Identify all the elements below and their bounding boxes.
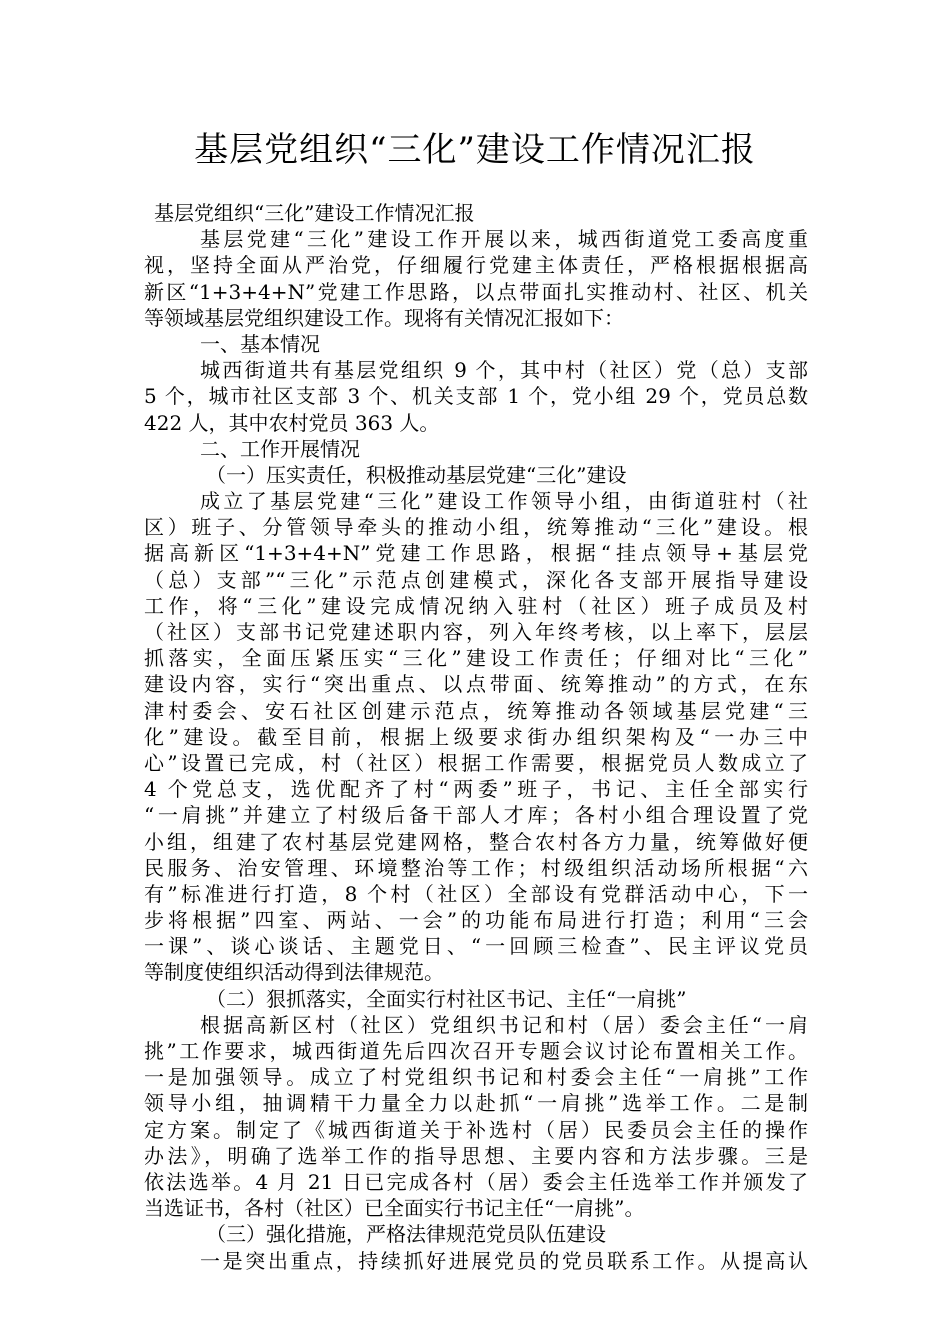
text-line: 新区“1+3+4+N”党建工作思路，以点带面扎实推动村、社区、机关: [144, 279, 808, 304]
text-line: 化”建设。截至目前，根据上级要求街办组织架构及“一办三中: [144, 724, 808, 749]
text-line: 5 个，城市社区支部 3 个、机关支部 1 个，党小组 29 个，党员总数: [144, 384, 808, 409]
text-line: 根据高新区村（社区）党组织书记和村（居）委会主任“一肩: [200, 1012, 808, 1037]
text-line: （社区）支部书记党建述职内容，列入年终考核，以上率下，层层: [144, 620, 808, 644]
text-line: 心”设置已完成，村（社区）根据工作需要，根据党员人数成立了: [144, 750, 808, 775]
text-line: 办法》，明确了选举工作的指导思想、主要内容和方法步骤。三是: [144, 1143, 808, 1168]
text-line: 一、基本情况: [200, 331, 320, 356]
text-line: 步将根据”四室、两站、一会”的功能布局进行打造；利用“三会: [144, 908, 808, 933]
text-line: 有”标准进行打造，8 个村（社区）全部设有党群活动中心，下一: [144, 881, 808, 906]
text-line: （一）压实责任，积极推动基层党建“三化”建设: [206, 462, 627, 487]
text-line: 基层党建“三化”建设工作开展以来，城西街道党工委高度重: [200, 227, 808, 252]
text-line: 依法选举。4 月 21 日已完成各村（居）委会主任选举工作并颁发了: [144, 1169, 808, 1194]
text-line: 等领域基层党组织建设工作。现将有关情况汇报如下：: [144, 305, 624, 330]
text-line: 成立了基层党建“三化”建设工作领导小组，由街道驻村（社: [200, 489, 808, 514]
text-line: 当选证书，各村（社区）已全面实行书记主任“一肩挑”。: [144, 1196, 645, 1221]
text-line: 基层党组织“三化”建设工作情况汇报: [154, 201, 475, 225]
text-line: 民服务、治安管理、环境整治等工作；村级组织活动场所根据“六: [144, 855, 808, 880]
text-line: 工作，将“三化”建设完成情况纳入驻村（社区）班子成员及村: [144, 593, 808, 618]
text-line: （二）狠抓落实，全面实行村社区书记、主任“一肩挑”: [206, 986, 687, 1011]
text-line: （三）强化措施，严格法律规范党员队伍建设: [206, 1222, 606, 1247]
text-line: 4 个党总支，选优配齐了村“两委”班子，书记、主任全部实行: [144, 777, 808, 802]
text-line: 区）班子、分管领导牵头的推动小组，统筹推动“三化”建设。根: [144, 515, 808, 540]
text-line: 一是突出重点，持续抓好进展党员的党员联系工作。从提高认: [200, 1248, 808, 1273]
text-line: “一肩挑”并建立了村级后备干部人才库；各村小组合理设置了党: [144, 803, 808, 828]
text-line: 领导小组，抽调精干力量全力以赴抓“一肩挑”选举工作。二是制: [144, 1091, 808, 1116]
text-line: 一是加强领导。成立了村党组织书记和村委会主任“一肩挑”工作: [144, 1065, 808, 1090]
text-line: 一课”、谈心谈话、主题党日、“一回顾三检查”、民主评议党员: [144, 934, 808, 959]
document-title: 基层党组织“三化”建设工作情况汇报: [194, 130, 756, 170]
text-line: 等制度使组织活动得到法律规范。: [144, 960, 444, 985]
text-line: 定方案。制定了《城西街道关于补选村（居）民委员会主任的操作: [144, 1117, 808, 1142]
text-line: 津村委会、安石社区创建示范点，统筹推动各领域基层党建“三: [144, 698, 808, 723]
text-line: 建设内容，实行“突出重点、以点带面、统筹推动”的方式，在东: [144, 672, 808, 697]
text-line: 二、工作开展情况: [200, 436, 360, 461]
text-line: 视，坚持全面从严治党，仔细履行党建主体责任，严格根据根据高: [144, 253, 808, 278]
document-body: [144, 200, 808, 1274]
text-line: 422 人，其中农村党员 363 人。: [144, 410, 440, 435]
text-line: 据高新区“1+3+4+N”党建工作思路，根据“挂点领导+基层党: [144, 541, 808, 566]
text-line: 挑”工作要求，城西街道先后四次召开专题会议讨论布置相关工作。: [144, 1039, 808, 1063]
text-line: 城西街道共有基层党组织 9 个，其中村（社区）党（总）支部: [200, 358, 808, 383]
text-line: （总）支部”“三化”示范点创建模式，深化各支部开展指导建设: [144, 567, 808, 592]
text-line: 抓落实，全面压紧压实“三化”建设工作责任；仔细对比“三化”: [144, 646, 808, 671]
text-line: 小组，组建了农村基层党建网格，整合农村各方力量，统筹做好便: [144, 829, 808, 854]
